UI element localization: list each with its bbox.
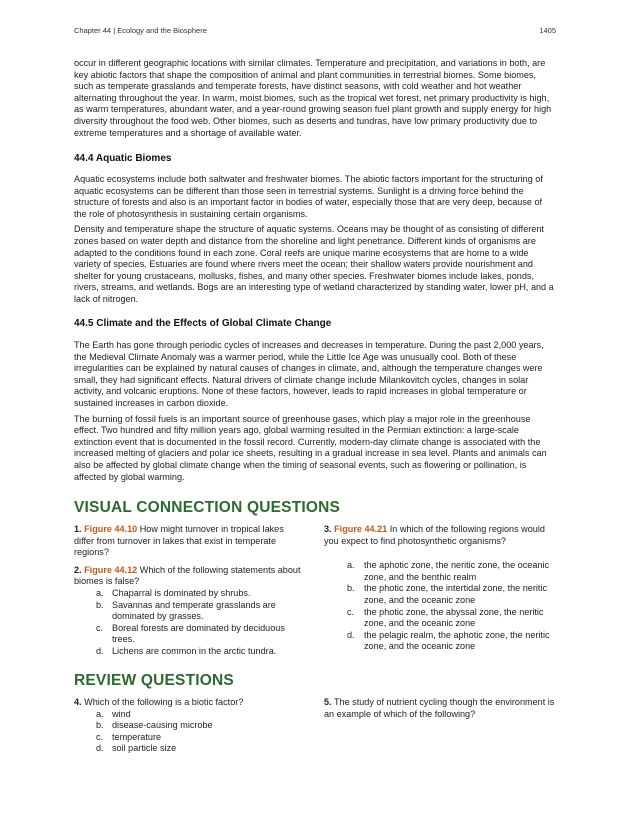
option-letter: b. (96, 599, 104, 610)
option-letter: a. (347, 560, 355, 571)
section-heading-44-4: 44.4 Aquatic Biomes (74, 153, 172, 164)
visual-connection-heading: VISUAL CONNECTION QUESTIONS (74, 499, 341, 516)
answer-option (74, 646, 304, 658)
review-questions-heading: REVIEW QUESTIONS (74, 672, 234, 689)
question-3 (324, 524, 556, 547)
option-text: the photic zone, the abyssal zone, the neritic zone, and the oceanic zone (364, 606, 544, 629)
answer-option (74, 732, 304, 744)
option-text: the pelagic realm, the aphotic zone, the neritic zone, and the oceanic zone (364, 629, 550, 652)
paragraph: The Earth has gone through periodic cycles of increases and decreases in temperature. During the past 2,000 years, the Medieval Climate Anomaly was a warmer period, while the Little Ice Age was unusually cool. Both of these irregularities can be explained by natural causes of changes in climate, and, although the temperature changes were small, they had significant effects. Natural drivers of climate change include Milankovitch cycles, changes in solar activity, and volcanic eruptions. None of these factors, however, leads to rapid increases in global temperature or sustained increases in carbon dioxide. (74, 340, 544, 408)
option-text: wind (112, 708, 131, 719)
option-text: the photic zone, the intertidal zone, the neritic zone, and the oceanic zone (364, 583, 547, 605)
section-44-4-body (74, 174, 556, 306)
chapter-title: Chapter 44 | Ecology and the Biosphere (74, 26, 207, 35)
option-text: Lichens are common in the arctic tundra. (112, 645, 277, 656)
section-44-5-body (74, 340, 556, 483)
answer-option (74, 720, 304, 732)
review-right-column (324, 697, 556, 720)
answer-options (74, 588, 304, 658)
option-text: Savannas and temperate grasslands are dominated by grasses. (112, 599, 276, 622)
answer-option (74, 588, 304, 600)
answer-option (324, 560, 556, 583)
section-heading-44-5: 44.5 Climate and the Effects of Global Climate Change (74, 318, 332, 329)
option-letter: c. (96, 731, 104, 742)
intro-paragraph: occur in different geographic locations with similar climates. Temperature and precipitation, and variations in both, are key abiotic factors that shape the composition of animal and plant communities in terrestrial biomes. Some biomes, such as temperate grasslands and temperate forests, have distinct seasons, with cold weather and hot weather alternating throughout the year. In warm, moist biomes, such as the tropical wet forest, net primary productivity is high, as warm temperatures, abundant water, and a year-round growing season fuel plant growth and supply energy for high diversity throughout the food web. Other biomes, such as deserts and tundras, have low primary productivity due to extreme temperatures and a shortage of available water. (74, 58, 552, 138)
question-4 (74, 697, 304, 709)
question-number: 3. (324, 524, 332, 534)
vc-right-column (324, 524, 556, 653)
option-letter: a. (96, 708, 104, 719)
question-text: Which of the following statements about biomes is false? (74, 564, 301, 587)
answer-option (74, 623, 304, 646)
page-number: 1405 (539, 26, 556, 35)
page-header (74, 26, 556, 38)
question-number: 4. (74, 697, 82, 707)
option-letter: d. (347, 629, 355, 640)
vc-left-column (74, 524, 304, 658)
answer-option (324, 583, 556, 606)
question-text: Which of the following is a biotic factor? (81, 697, 244, 707)
question-text: In which of the following regions would you expect to find photosynthetic organisms? (324, 524, 545, 546)
question-number: 2. (74, 564, 82, 575)
answer-option (324, 607, 556, 630)
figure-link[interactable]: Figure 44.21 (334, 524, 388, 534)
option-letter: b. (347, 583, 355, 594)
option-text: temperature (112, 731, 162, 742)
question-2 (74, 565, 304, 588)
question-text: How might turnover in tropical lakes differ from turnover in lakes that exist in temperate regions? (74, 524, 284, 558)
option-letter: c. (347, 606, 355, 617)
option-letter: d. (96, 645, 104, 656)
option-text: Boreal forests are dominated by deciduous trees. (112, 622, 285, 645)
option-text: disease-causing microbe (112, 720, 213, 731)
paragraph: Aquatic ecosystems include both saltwater and freshwater biomes. The abiotic factors important for the structuring of aquatic ecosystems can be different than those seen in terrestrial systems. Sunlight is a driving force behind the structure of forests and also is an important factor in bodies of water, especially those that are very deep, because of the role of photosynthesis in sustaining certain organisms. (74, 174, 543, 219)
answer-options (324, 560, 556, 653)
answer-options (74, 709, 304, 755)
question-text: The study of nutrient cycling though the environment is an example of which of the following? (324, 697, 555, 719)
figure-link[interactable]: Figure 44.10 (84, 524, 138, 534)
question-5 (324, 697, 556, 720)
answer-option (74, 709, 304, 721)
option-letter: a. (96, 587, 104, 598)
answer-option (74, 600, 304, 623)
option-text: Chaparral is dominated by shrubs. (112, 587, 251, 598)
figure-link[interactable]: Figure 44.12 (84, 564, 138, 575)
option-letter: c. (96, 622, 104, 633)
intro-paragraph-block (74, 58, 556, 139)
answer-option (74, 743, 304, 755)
question-1 (74, 524, 304, 559)
paragraph: Density and temperature shape the structure of aquatic systems. Oceans may be thought of as consisting of different zones based on water depth and distance from the shoreline and light penetrance. Different kinds of organisms are adapted to the conditions found in each zone. Coral reefs are unique marine ecosystems that are home to a wide variety of species. Estuaries are found where rivers meet the ocean; their shallow waters provide nourishment and shelter for young crustaceans, mollusks, fishes, and many other species. Freshwater biomes include lakes, ponds, rivers, streams, and wetlands. Bogs are an interesting type of wetland characterized by standing water, lower pH, and a lack of nitrogen. (74, 224, 554, 304)
option-text: the aphotic zone, the neritic zone, the oceanic zone, and the benthic realm (364, 560, 550, 582)
option-text: soil particle size (112, 743, 177, 754)
question-number: 1. (74, 524, 82, 534)
question-number: 5. (324, 697, 332, 707)
paragraph: The burning of fossil fuels is an important source of greenhouse gases, which play a major role in the greenhouse effect. Two hundred and fifty million years ago, global warming resulted in the Permian extinction: a large-scale extinction event that is documented in the fossil record. Currently, modern-day climate change is associated with the increased melting of glaciers and polar ice sheets, resulting in a gradual increase in sea level. Plants and animals can also be affected by global climate change when the timing of seasonal events, such as flowering or pollination, is affected by global warming. (74, 413, 547, 482)
option-letter: b. (96, 720, 104, 731)
option-letter: d. (96, 743, 104, 754)
review-left-column (74, 697, 304, 755)
answer-option (324, 630, 556, 653)
